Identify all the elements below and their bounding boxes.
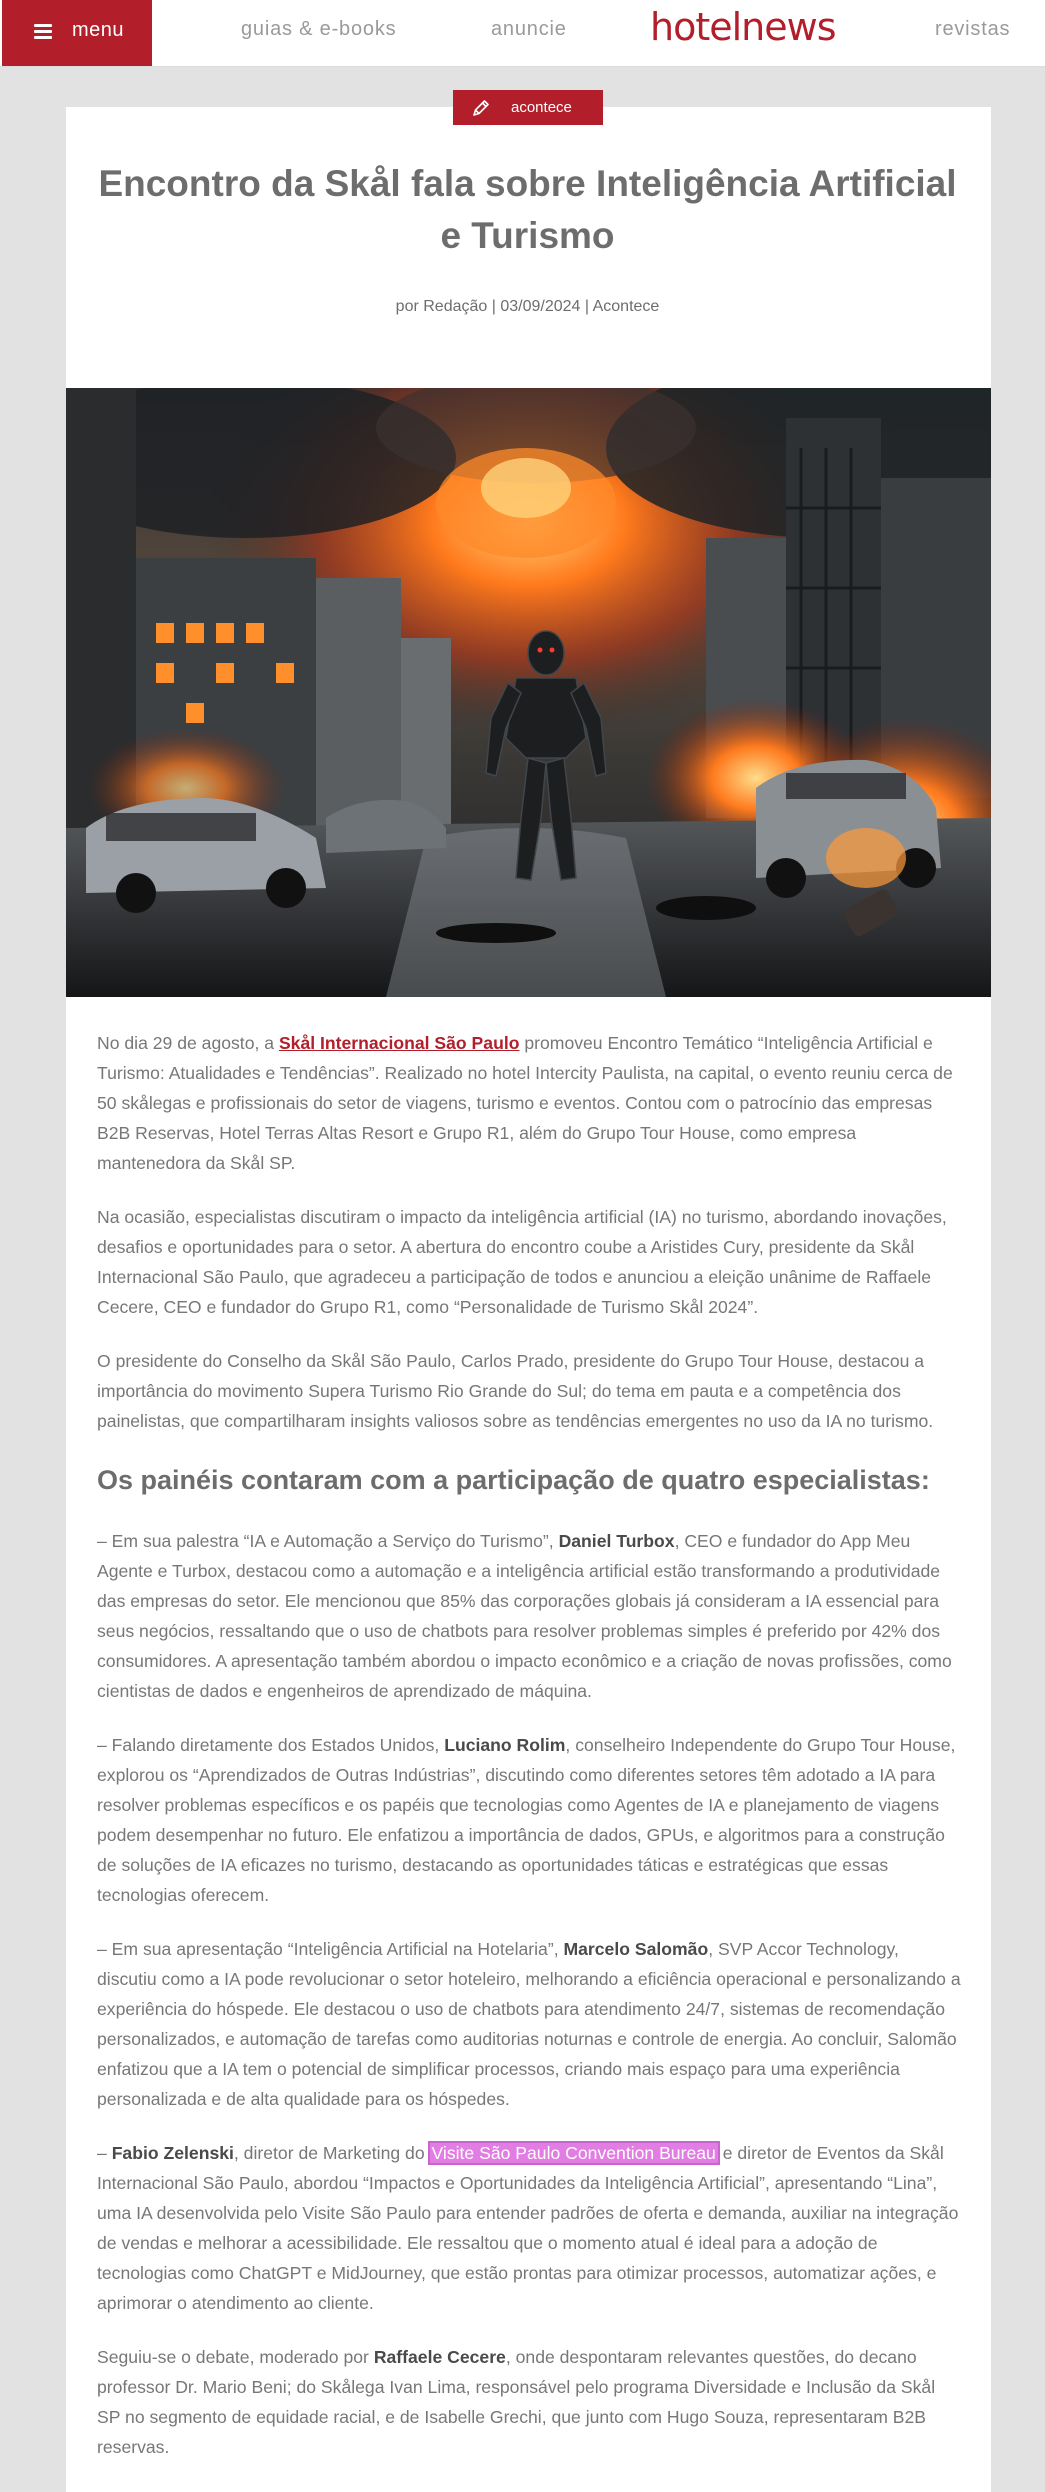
site-header bbox=[0, 0, 1045, 67]
article-meta bbox=[95, 298, 960, 316]
menu-label: menu bbox=[72, 19, 125, 41]
p8-text-b: , onde despontaram relevantes questões, do decano professor Dr. Mario Beni; do Skålega Ivan Lima, responsável pelo programa Diversidade e Inclusão da Skål SP no segmento de equidade racial, e de Isabelle Grechi, que junto com Hugo Souza, representaram B2B reservas. bbox=[97, 2347, 936, 2457]
meta-date: 03/09/2024 bbox=[500, 298, 581, 315]
paragraph-4 bbox=[97, 1526, 963, 1706]
hamburger-icon bbox=[34, 24, 52, 38]
p5-text-b: , conselheiro Independente do Grupo Tour House, explorou os “Aprendizados de Outras Indústrias”, discutindo como diferentes setores têm adotado a IA para resolver problemas específicos e os papéis que tecnologias como Agentes de IA e planejamento de viagens podem desempenhar no futuro. Ele enfatizou a importância de dados, GPUs, e algoritmos para a construção de soluções de IA eficazes no turismo, destacando as oportunidades táticas e estratégicas que essas tecnologias oferecem. bbox=[97, 1735, 956, 1905]
paragraph-6 bbox=[97, 1934, 963, 2114]
p6-text-b: , SVP Accor Technology, discutiu como a IA pode revolucionar o setor hoteleiro, melhorando a eficiência operacional e personalizando a experiência do hóspede. Ele destacou o uso de chatbots para atendimento 24/7, sistemas de recomendação personalizados, e automação de tarefas como auditorias noturnas e controle de energia. Ao concluir, Salomão enfatizou que a IA tem o potencial de simplificar processos, criando mais espaço para uma experiência personalizada e de alta qualidade para os hóspedes. bbox=[97, 1939, 961, 2109]
paragraph-7 bbox=[97, 2138, 963, 2318]
paragraph-8 bbox=[97, 2342, 963, 2462]
nav-guias-ebooks[interactable]: guias & e-books bbox=[241, 18, 397, 40]
article-body bbox=[97, 1028, 963, 2486]
paragraph-1 bbox=[97, 1028, 963, 1178]
p4-text-a: – Em sua palestra “IA e Automação a Serviço do Turismo”, bbox=[97, 1531, 559, 1551]
hotelnews-logo[interactable]: hotelnews bbox=[650, 5, 836, 49]
p7-speaker-name: Fabio Zelenski bbox=[111, 2143, 234, 2163]
p5-text-a: – Falando diretamente dos Estados Unidos, bbox=[97, 1735, 445, 1755]
meta-separator: | bbox=[491, 298, 496, 315]
p6-text-a: – Em sua apresentação “Inteligência Artificial na Hotelaria”, bbox=[97, 1939, 564, 1959]
category-label: acontece bbox=[511, 99, 572, 116]
p7-text-a: – bbox=[97, 2143, 112, 2163]
p8-moderator-name: Raffaele Cecere bbox=[373, 2347, 506, 2367]
article-title: Encontro da Skål fala sobre Inteligência Artificial e Turismo bbox=[98, 163, 957, 256]
p1-text-a: No dia 29 de agosto, a bbox=[97, 1033, 279, 1053]
meta-author-link[interactable]: Redação bbox=[423, 298, 488, 315]
hero-image bbox=[66, 388, 991, 997]
p8-text-a: Seguiu-se o debate, moderado por bbox=[97, 2347, 374, 2367]
p4-text-b: , CEO e fundador do App Meu Agente e Turbox, destacou como a automação e a inteligência artificial estão transformando a produtividade das empresas do setor. Ele mencionou que 85% das corporações globais já consideram a IA essencial para seus negócios, ressaltando que o uso de chatbots para resolver problemas simples é preferido por 42% dos consumidores. A apresentação também abordou o impacto econômico e a criação de novas profissões, como cientistas de dados e engenheiros de aprendizado de máquina. bbox=[97, 1531, 952, 1701]
paragraph-2: Na ocasião, especialistas discutiram o impacto da inteligência artificial (IA) no turismo, abordando inovações, desafios e oportunidades para o setor. A abertura do encontro coube a Aristides Cury, presidente da Skål Internacional São Paulo, que agradeceu a participação de todos e anunciou a eleição unânime de Raffaele Cecere, CEO e fundador do Grupo R1, como “Personalidade de Turismo Skål 2024”. bbox=[97, 1207, 947, 1317]
category-badge[interactable] bbox=[453, 90, 603, 125]
p4-speaker-name: Daniel Turbox bbox=[558, 1531, 675, 1551]
p7-text-c: e diretor de Eventos da Skål Internacional São Paulo, abordou “Impactos e Oportunidades da Inteligência Artificial”, apresentando “Lina”, uma IA desenvolvida pelo Visite São Paulo para entender padrões de oferta e demanda, auxiliar na integração de vendas e melhorar a acessibilidade. Ele ressaltou que o momento atual é ideal para a adoção de tecnologias como ChatGPT e MidJourney, que estão prontas para otimizar processos, automatizar ações, e aprimorar o atendimento ao cliente. bbox=[97, 2143, 959, 2313]
highlighted-text-selection[interactable]: Visite São Paulo Convention Bureau bbox=[431, 2143, 716, 2163]
pencil-icon bbox=[471, 98, 491, 118]
paragraph-5 bbox=[97, 1730, 963, 1910]
skal-sp-link[interactable]: Skål Internacional São Paulo bbox=[278, 1033, 520, 1053]
meta-separator-2: | bbox=[584, 298, 590, 315]
p7-text-b: , diretor de Marketing do bbox=[233, 2143, 430, 2163]
menu-button[interactable] bbox=[2, 0, 152, 66]
p6-speaker-name: Marcelo Salomão bbox=[563, 1939, 709, 1959]
nav-anuncie[interactable]: anuncie bbox=[491, 18, 567, 40]
nav-revistas[interactable]: revistas bbox=[935, 18, 1011, 40]
meta-by: por bbox=[395, 298, 419, 315]
paragraph-3: O presidente do Conselho da Skål São Paulo, Carlos Prado, presidente do Grupo Tour House, destacou a importância do movimento Supera Turismo Rio Grande do Sul; do tema em pauta e a competência dos painelistas, que compartilharam insights valiosos sobre as tendências emergentes no uso da IA no turismo. bbox=[97, 1351, 934, 1431]
p5-speaker-name: Luciano Rolim bbox=[444, 1735, 566, 1755]
p1-text-b: promoveu Encontro Temático “Inteligência Artificial e Turismo: Atualidades e Tendências”. Realizado no hotel Intercity Paulista, na capital, o evento reuniu cerca de 50 skålegas e profissionais do setor de viagens, turismo e eventos. Contou com o patrocínio das empresas B2B Reservas, Hotel Terras Altas Resort e Grupo R1, além do Grupo Tour House, como empresa mantenedora da Skål SP. bbox=[97, 1033, 953, 1173]
meta-category-link[interactable]: Acontece bbox=[592, 298, 660, 315]
section-heading: Os painéis contaram com a participação de quatro especialistas: bbox=[97, 1465, 930, 1495]
